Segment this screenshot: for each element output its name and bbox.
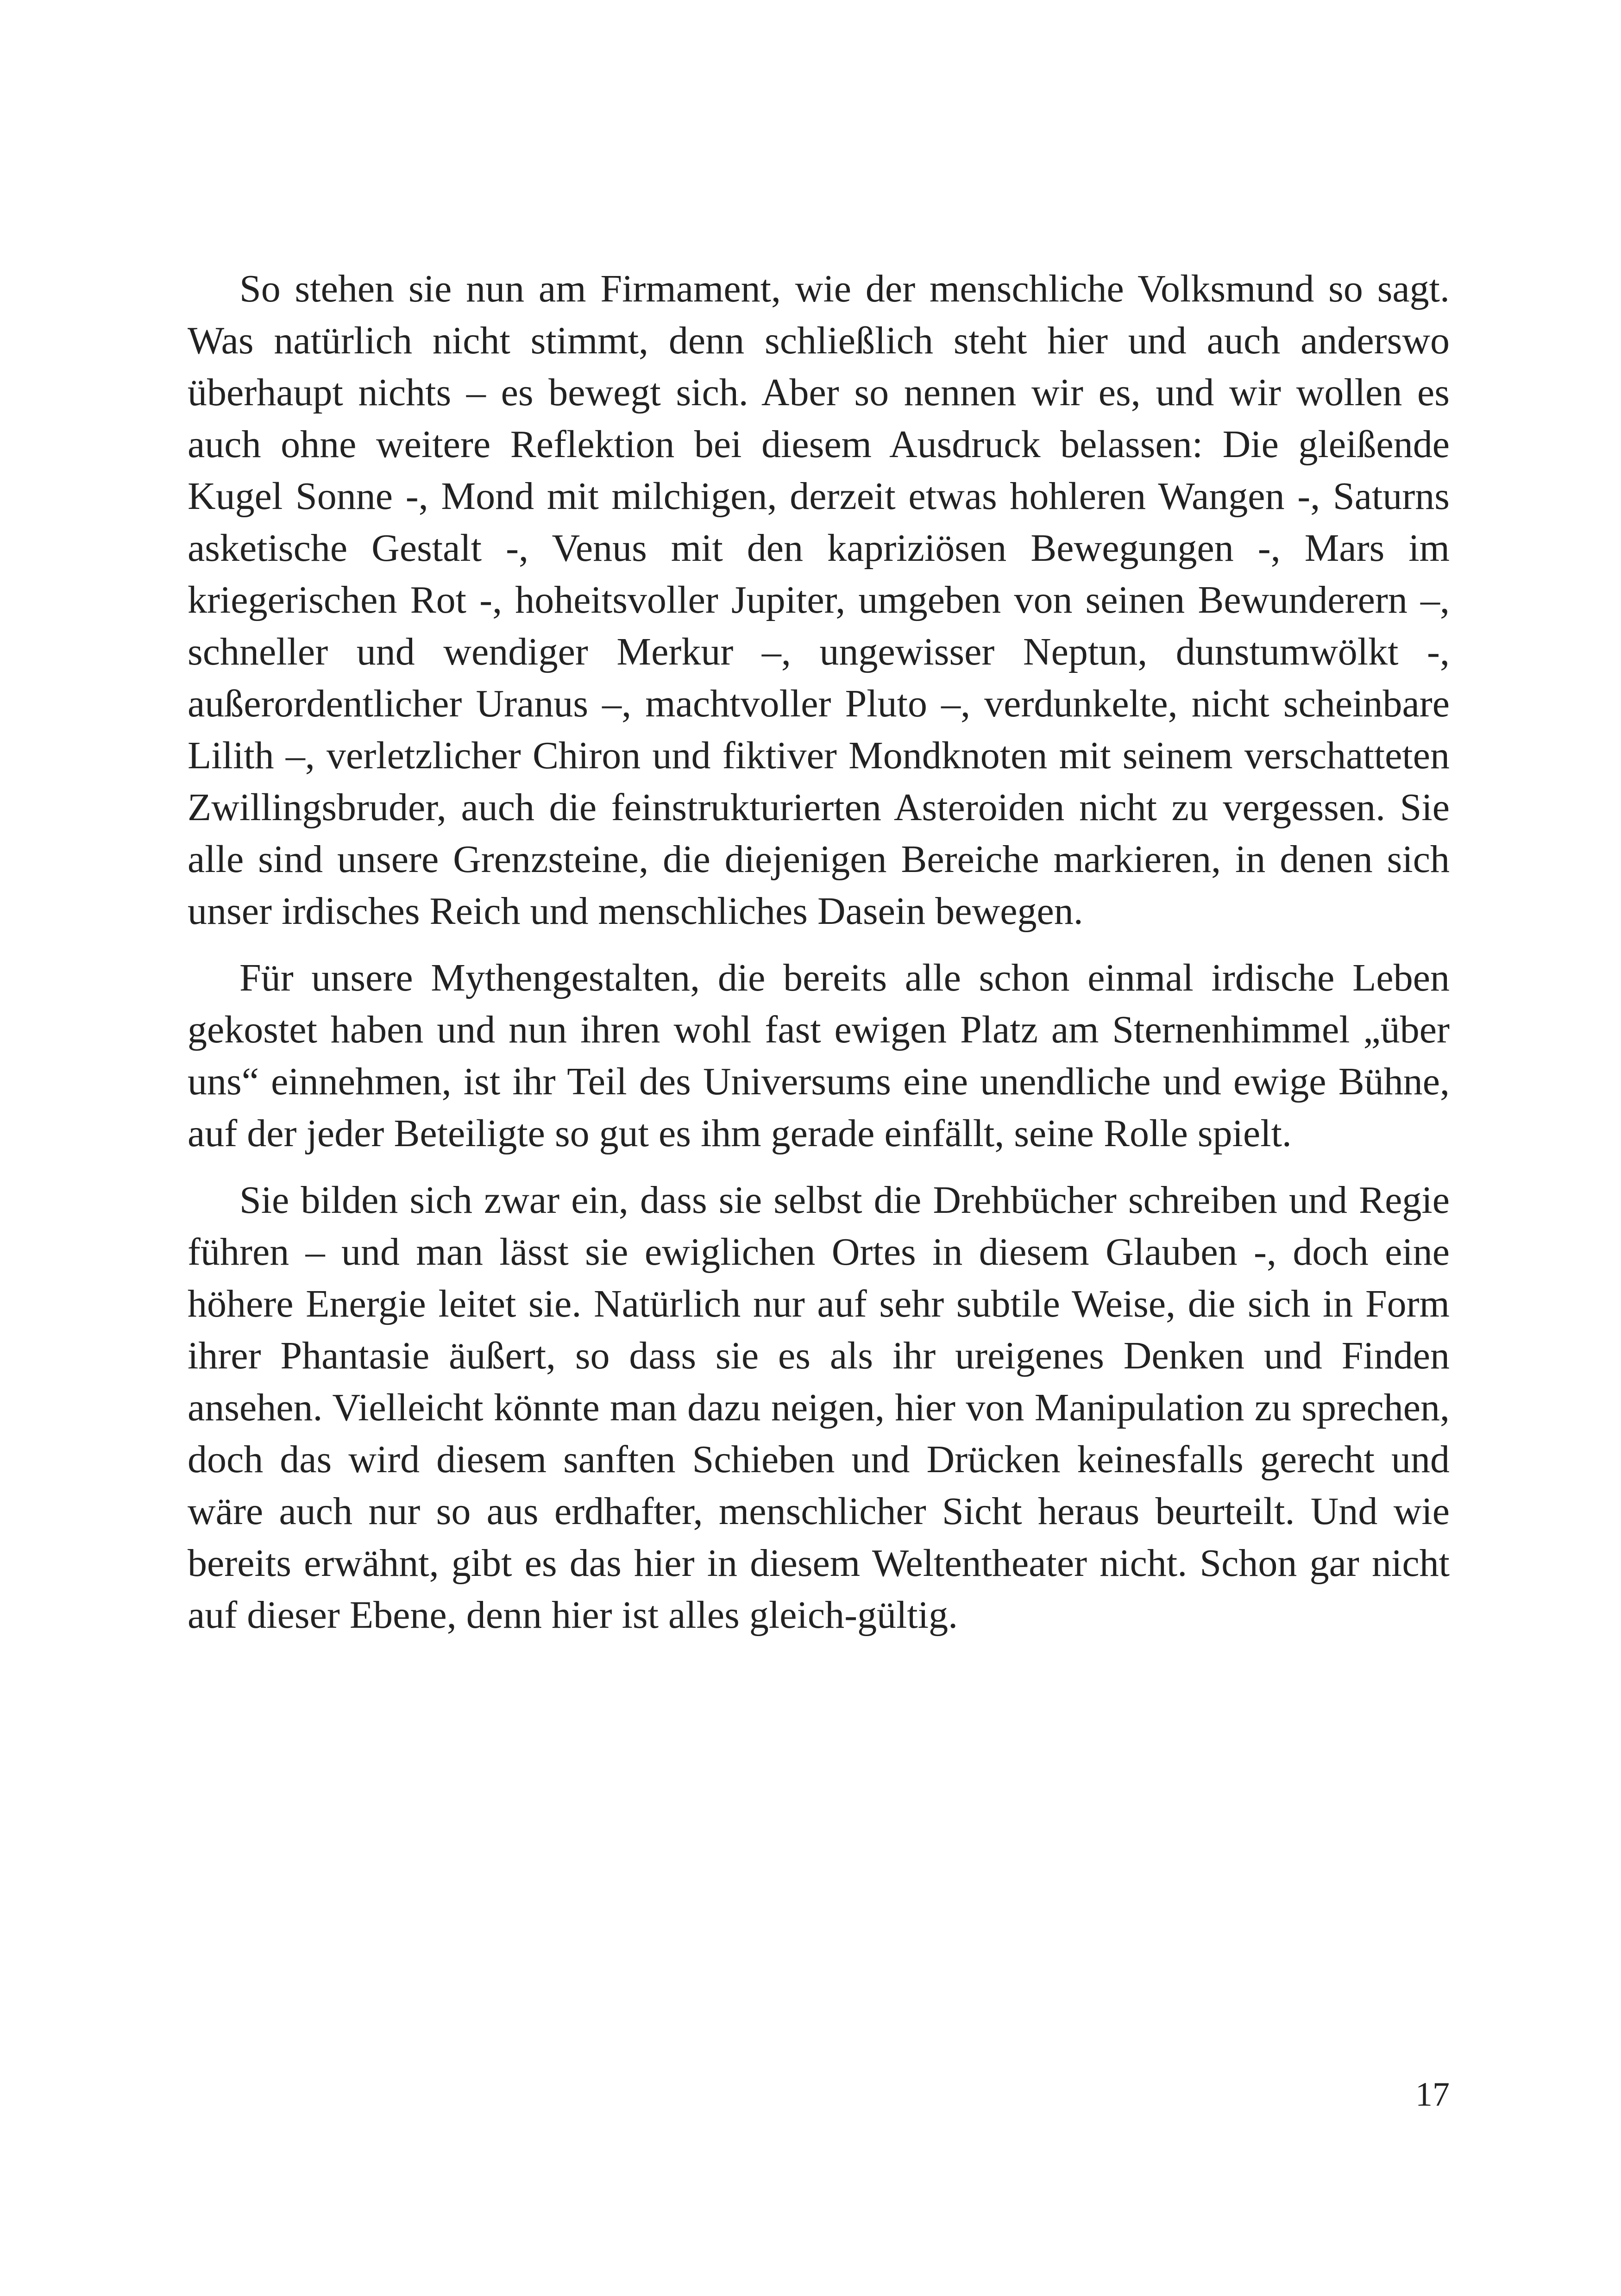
body-text — [188, 263, 1450, 1656]
paragraph-1: So stehen sie nun am Firmament, wie der menschliche Volksmund so sagt. Was natürlich nicht stimmt, denn schließlich steht hier und auch anderswo überhaupt nichts – es bewegt sich. Aber so nennen wir es, und wir wollen es auch ohne weitere Reflektion bei diesem Ausdruck belassen: Die gleißende Kugel Sonne -, Mond mit milchigen, derzeit etwas hohleren Wangen -, Saturns asketische Gestalt -, Venus mit den kapriziösen Bewegungen -, Mars im kriegerischen Rot -, hoheitsvoller Jupiter, umgeben von seinen Bewunderern –, schneller und wendiger Merkur –, ungewisser Neptun, dunstumwölkt -, außerordentlicher Uranus –, machtvoller Pluto –, verdunkelte, nicht scheinbare Lilith –, verletzlicher Chiron und fiktiver Mondknoten mit seinem verschatteten Zwillingsbruder, auch die feinstrukturierten Asteroiden nicht zu vergessen. Sie alle sind unsere Grenzsteine, die diejenigen Bereiche markieren, in denen sich unser irdisches Reich und menschliches Dasein bewegen. — [188, 267, 1450, 933]
paragraph-2: Für unsere Mythengestalten, die bereits alle schon einmal irdische Leben gekostet haben und nun ihren wohl fast ewigen Platz am Sternenhimmel „über uns“ einnehmen, ist ihr Teil des Universums eine unendliche und ewige Bühne, auf der jeder Beteiligte so gut es ihm gerade einfällt, seine Rolle spielt. — [188, 956, 1450, 1155]
paragraph-3: Sie bilden sich zwar ein, dass sie selbst die Drehbücher schreiben und Regie führen – und man lässt sie ewiglichen Ortes in diesem Glauben -, doch eine höhere Energie leitet sie. Natürlich nur auf sehr subtile Weise, die sich in Form ihrer Phantasie äußert, so dass sie es als ihr ureigenes Denken und Finden ansehen. Vielleicht könnte man dazu neigen, hier von Manipulation zu sprechen, doch das wird diesem sanften Schieben und Drücken keinesfalls gerecht und wäre auch nur so aus erdhafter, menschlicher Sicht heraus beurteilt. Und wie bereits erwähnt, gibt es das hier in diesem Weltentheater nicht. Schon gar nicht auf dieser Ebene, denn hier ist alles gleich-gültig. — [188, 1179, 1450, 1637]
page-number: 17 — [1415, 2076, 1450, 2114]
